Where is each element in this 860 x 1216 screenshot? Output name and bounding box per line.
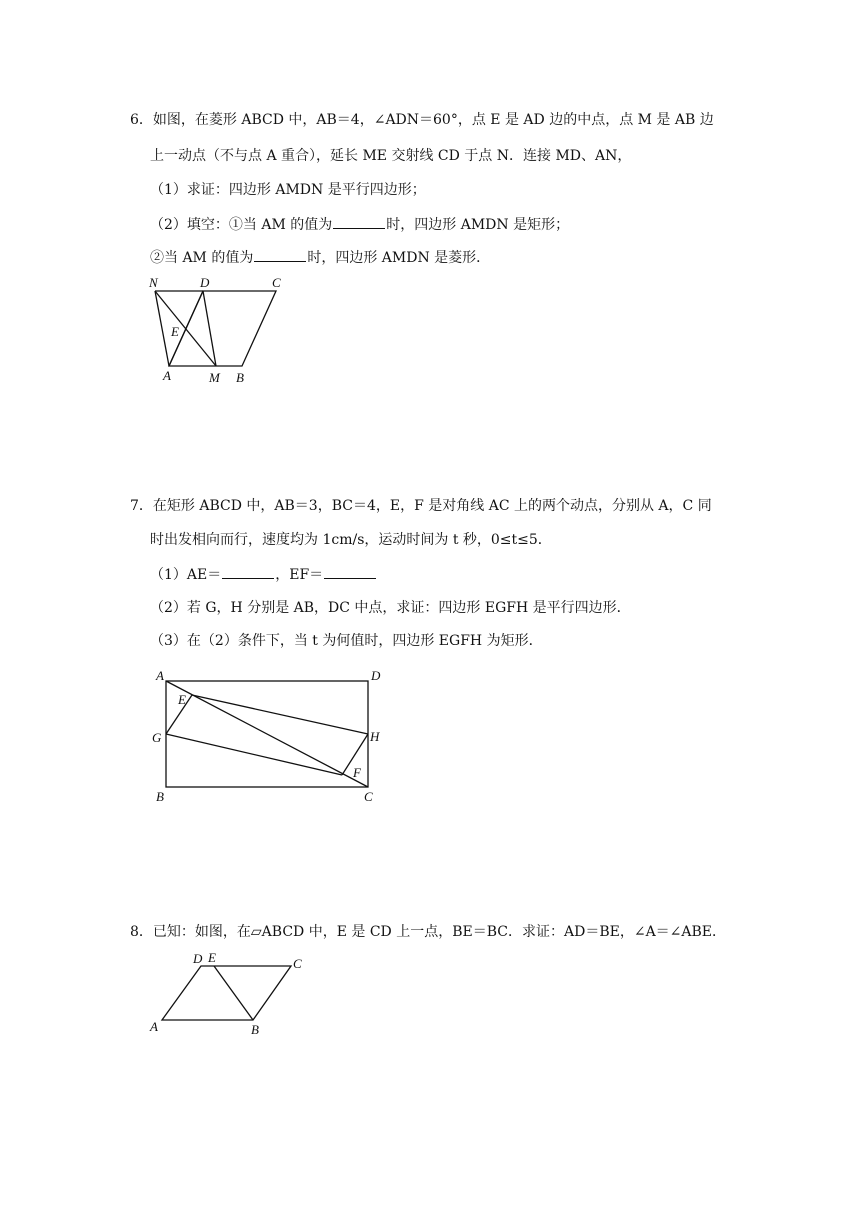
label-C: C (364, 789, 373, 804)
label-A: A (163, 368, 171, 383)
q7-part1-text-b: ，EF＝ (275, 567, 324, 583)
q6-part3-text-after: 时，四边形 AMDN 是菱形． (307, 250, 491, 266)
parallelogram-ABCD (162, 966, 291, 1020)
label-A: A (150, 1019, 158, 1034)
answer-blank[interactable] (324, 564, 376, 579)
label-G: G (152, 730, 162, 745)
answer-blank[interactable] (222, 564, 274, 579)
label-D: D (193, 951, 203, 966)
q6-part2-text-before: （2）填空：①当 AM 的值为 (150, 217, 333, 233)
label-E: E (178, 692, 186, 707)
segment-MD (203, 291, 216, 366)
diagonal-AC (166, 681, 368, 787)
segment-GF (166, 734, 342, 775)
label-B: B (156, 789, 164, 804)
label-B: B (251, 1022, 259, 1037)
q6-part2 (150, 214, 569, 235)
q6-line1: 6．如图，在菱形 ABCD 中，AB＝4，∠ADN＝60°，点 E 是 AD 边的中点，点 M 是 AB 边 (130, 112, 714, 128)
q6-line2: 上一动点（不与点 A 重合），延长 ME 交射线 CD 于点 N．连接 MD、AN， (150, 148, 632, 164)
q8-figure (145, 948, 320, 1043)
q7-part1-text-a: （1）AE＝ (150, 567, 222, 583)
label-E: E (171, 324, 179, 339)
q6-figure (140, 270, 300, 390)
q6-part1: （1）求证：四边形 AMDN 是平行四边形； (150, 182, 426, 198)
label-B: B (236, 370, 244, 385)
label-C: C (272, 275, 281, 290)
q7-line1: 7．在矩形 ABCD 中，AB＝3，BC＝4，E，F 是对角线 AC 上的两个动点，分别从 A，C 同 (130, 498, 712, 514)
label-D: D (371, 668, 381, 683)
q7-part3: （3）在（2）条件下，当 t 为何值时，四边形 EGFH 为矩形． (150, 633, 543, 649)
label-E: E (208, 950, 216, 965)
q7-part2: （2）若 G，H 分别是 AB，DC 中点，求证：四边形 EGFH 是平行四边形． (150, 600, 631, 616)
q7-figure (148, 664, 398, 809)
q8-line1: 8．已知：如图，在▱ABCD 中，E 是 CD 上一点，BE＝BC．求证：AD＝BE，∠A＝∠ABE． (130, 924, 727, 940)
q6-part3 (150, 247, 490, 268)
segment-EH (192, 695, 368, 734)
label-N: N (149, 275, 158, 290)
q6-part2-text-after: 时，四边形 AMDN 是矩形； (386, 217, 570, 233)
label-A: A (156, 668, 164, 683)
answer-blank[interactable] (333, 214, 385, 229)
segment-NA (155, 291, 169, 366)
label-M: M (209, 370, 220, 385)
answer-blank[interactable] (254, 247, 306, 262)
q7-line2: 时出发相向而行，速度均为 1cm/s，运动时间为 t 秒，0≤t≤5． (150, 532, 552, 548)
label-F: F (353, 765, 361, 780)
segment-BE (214, 966, 253, 1020)
q7-part1 (150, 564, 377, 585)
q6-part3-text-before: ②当 AM 的值为 (150, 250, 254, 266)
label-D: D (200, 275, 210, 290)
label-C: C (293, 956, 302, 971)
label-H: H (370, 729, 380, 744)
